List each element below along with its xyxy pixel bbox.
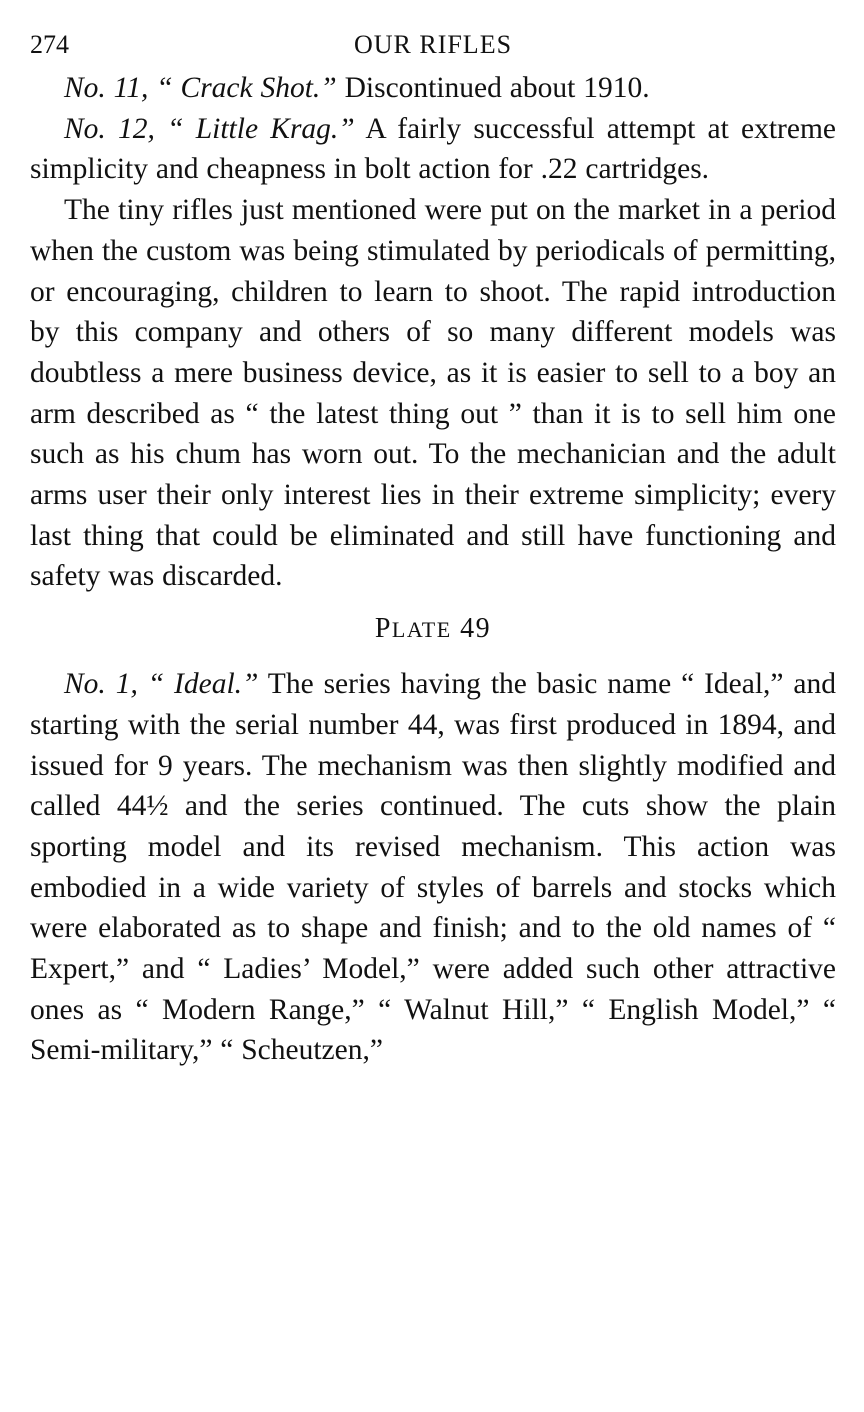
plate-heading-initial: P [374,613,392,645]
plate-number: 49 [460,613,492,645]
plate-heading-word: LATE [391,617,452,643]
paragraph-no-1-ideal [30,664,836,1071]
paragraph-text: The series having the basic name “ Ideal,” and starting with the serial number 44, was first produced in 1894, and issued for 9 years. The mechanism was then slightly modified and called 44½ and the series continued. The cuts show the plain sporting model and its revised mechanism. This action was embodied in a wide variety of styles of barrels and stocks which were elaborated as to shape and finish; and to the old names of “ Expert,” and “ Ladies’ Model,” were added such other attractive ones as “ Modern Range,” “ Walnut Hill,” “ English Model,” “ Semi-military,” “ Scheutzen,” [30,668,836,1067]
paragraph-no-12 [30,109,836,190]
model-name-no-1: No. 1, “ Ideal.” [64,668,259,701]
page-number: 274 [30,30,69,59]
paragraph-text: The tiny rifles just mentioned were put on the market in a period when the custom was being stimulated by periodicals of permitting, or encouraging, children to learn to shoot. The rapid introduction by this company and others of so many different models was doubtless a mere business device, as it is easier to sell to a boy an arm described as “ the latest thing out ” than it is to sell him one such as his chum has worn out. To the mechanician and the adult arms user their only interest lies in their extreme simplicity; every last thing that could be eliminated and still have functioning and safety was discarded. [30,194,836,593]
book-page [30,22,836,1071]
paragraph-tiny-rifles [30,190,836,597]
paragraph-text: Discontinued about 1910. [336,72,650,104]
model-name-no-12: No. 12, “ Little Krag.” [64,112,355,145]
plate-heading [30,609,836,650]
model-name-no-11: No. 11, “ Crack Shot.” [64,72,337,104]
paragraph-text: A fairly successful attempt at extreme simplicity and cheapness in bolt action for .22 cartridges. [30,112,836,186]
paragraph-no-11 [30,68,836,109]
running-head [30,22,836,68]
running-title: OUR RIFLES [353,30,513,59]
